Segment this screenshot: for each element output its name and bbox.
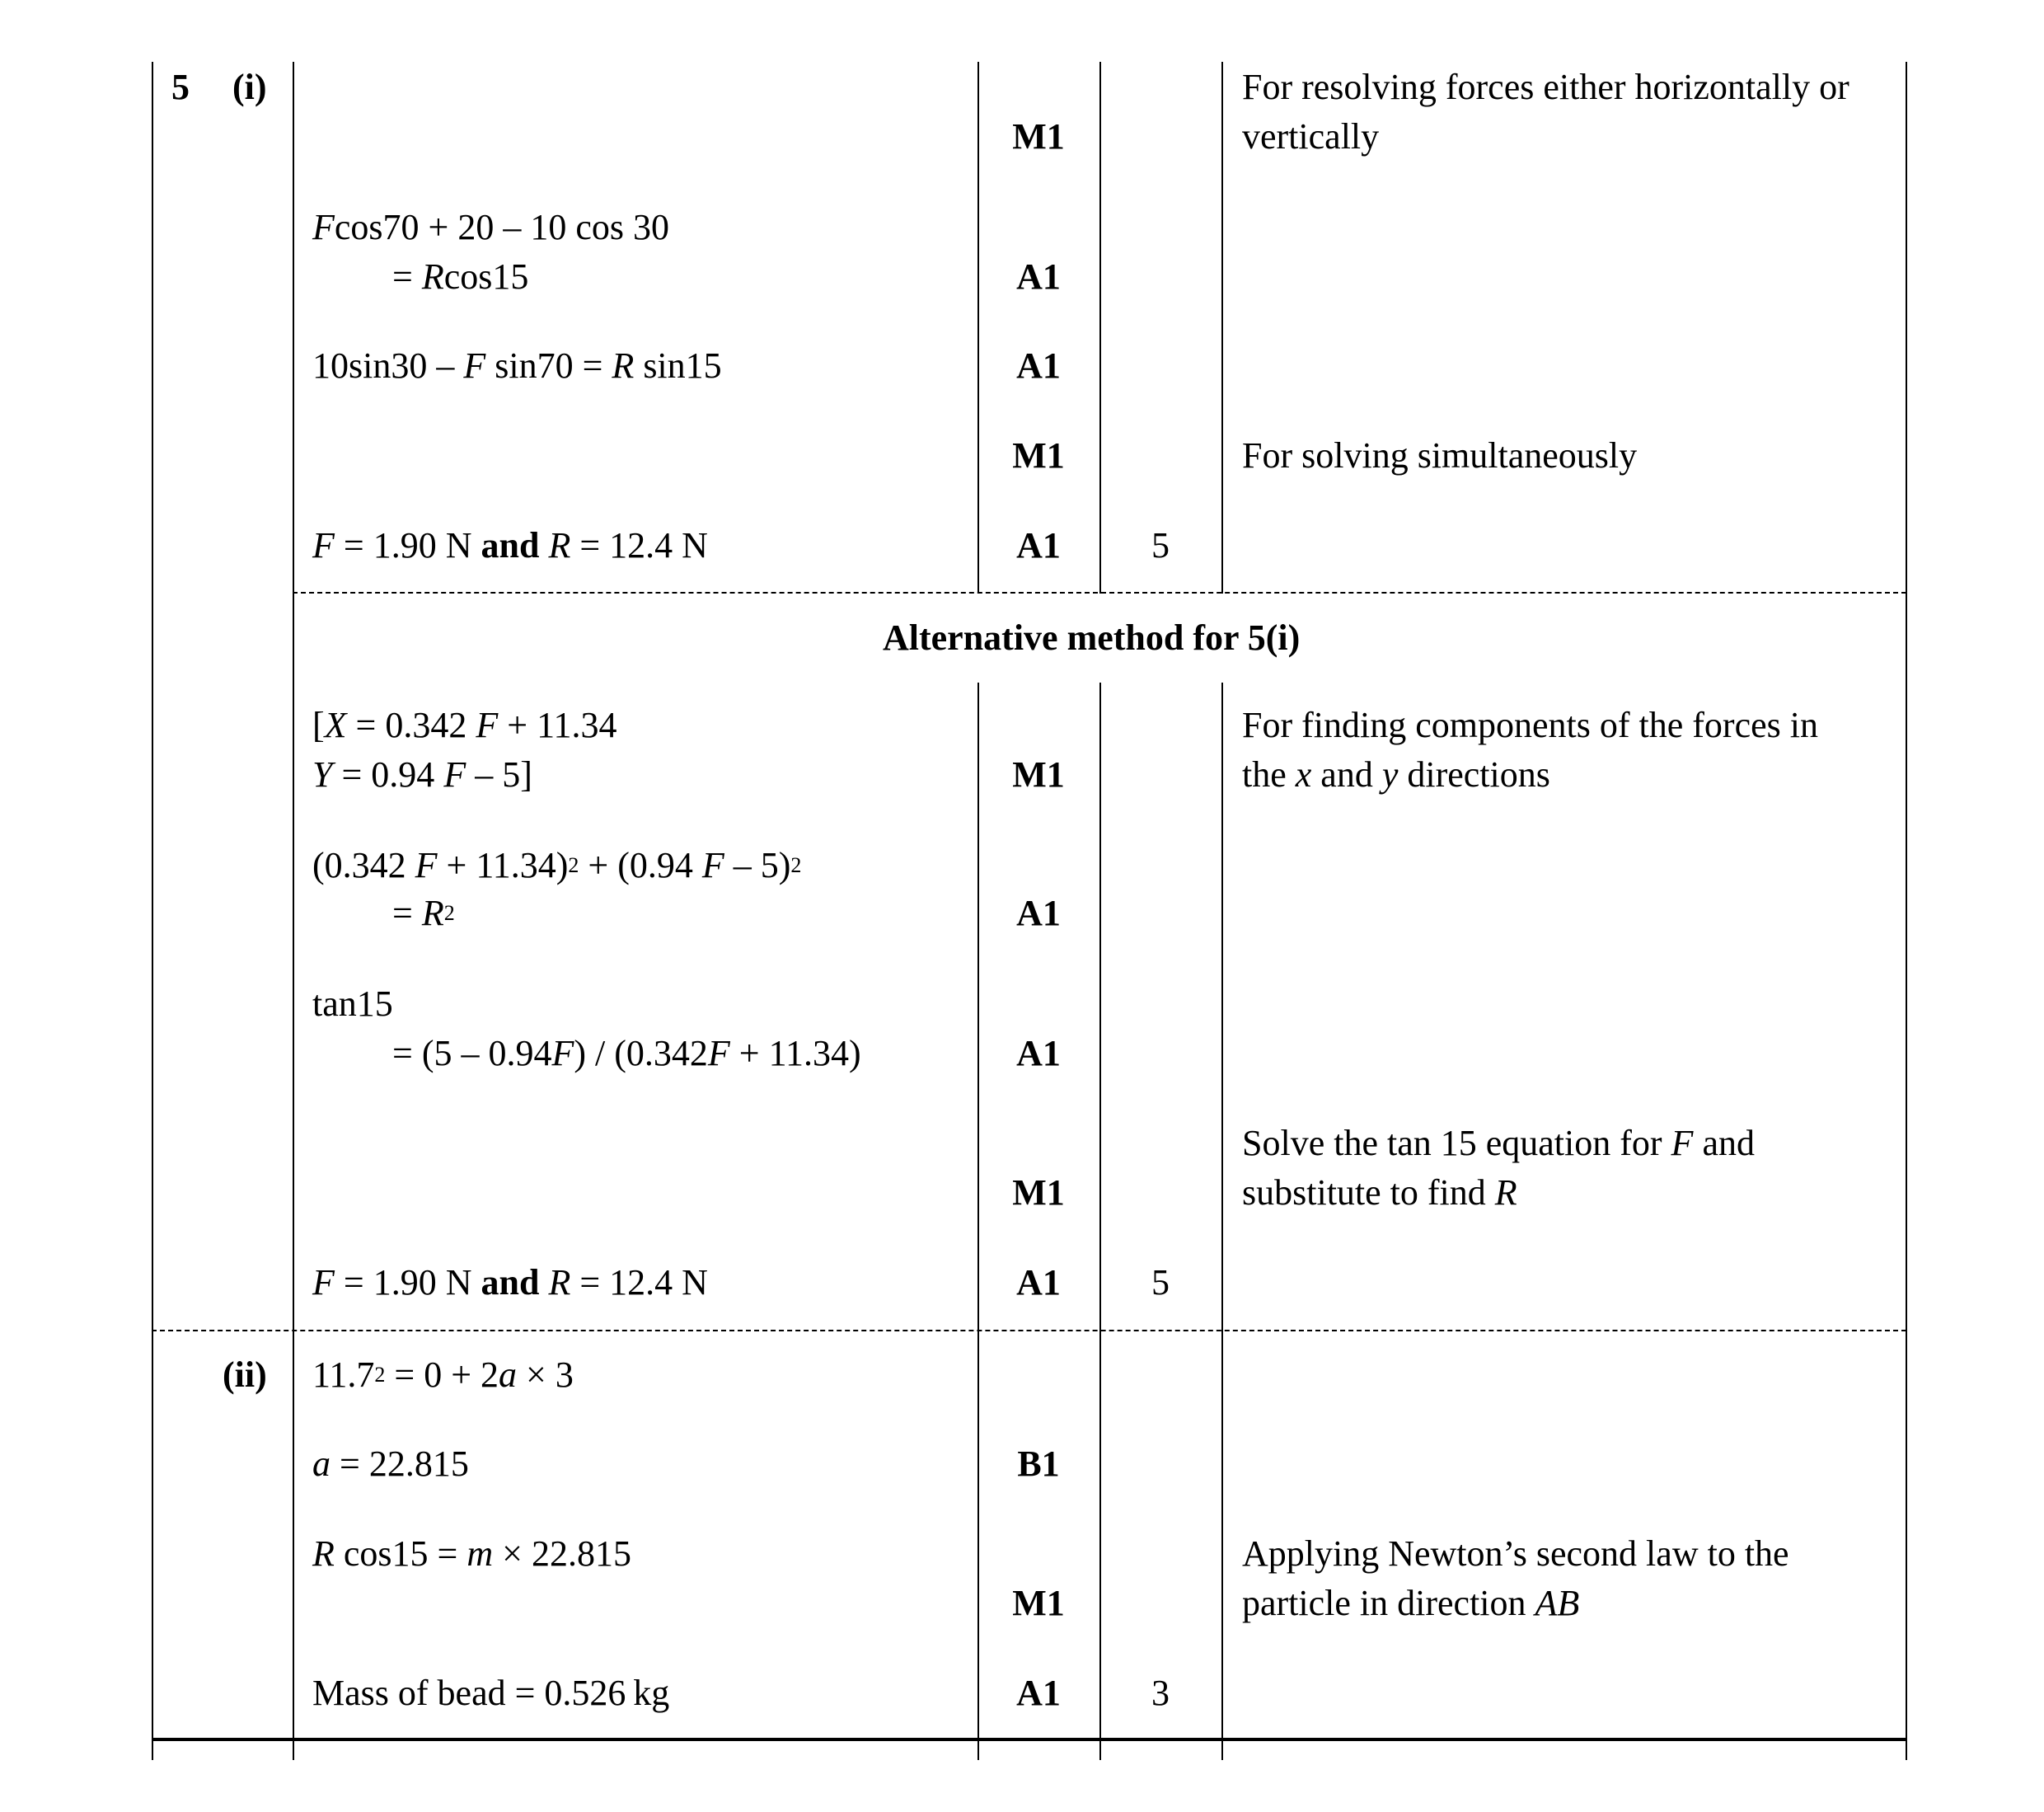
mark-a1: A1: [1016, 1033, 1061, 1073]
table-bottom-rule: [152, 1738, 1907, 1741]
mark-m1: M1: [1012, 1172, 1065, 1213]
equation-horizontal-line1: Fcos70 + 20 – 10 cos 30: [312, 207, 670, 247]
mark-m1: M1: [1012, 1583, 1065, 1623]
magnitude-equation-line1: (0.342 F + 11.34)$^2$ + (0.94 F – 5)$^2$: [312, 845, 802, 885]
guidance-components-line1: For finding components of the forces in: [1242, 705, 1818, 745]
component-y-equation: Y = 0.94 F – 5]: [312, 754, 532, 795]
tan-equation-line2: = (5 – 0.94F) / (0.342F + 11.34): [392, 1033, 861, 1073]
question-number: 5: [171, 67, 190, 107]
mark-a1: A1: [1016, 1262, 1061, 1303]
mark-a1: A1: [1016, 893, 1061, 933]
tan-equation-line1: tan15: [312, 983, 393, 1024]
acceleration-value: a = 22.815: [312, 1443, 469, 1484]
alternative-method-heading: Alternative method for 5(i): [883, 617, 1301, 658]
column-divider-part: [293, 62, 294, 1760]
guidance-newton-line1: Applying Newton’s second law to the: [1242, 1533, 1789, 1574]
column-divider-total-top: [1221, 62, 1223, 594]
guidance-solve-tan-line1: Solve the tan 15 equation for F and: [1242, 1123, 1755, 1163]
kinematics-equation: $11.7^2 = 0 + 2a \times 3$: [312, 1354, 574, 1395]
mark-m1: M1: [1012, 116, 1065, 157]
final-answer-i: F = 1.90 N and R = 12.4 N: [312, 525, 708, 566]
mark-b1: B1: [1017, 1443, 1060, 1484]
column-divider-mark-top: [1099, 62, 1101, 594]
equation-vertical: 10sin30 – F sin70 = R sin15: [312, 345, 722, 386]
guidance-resolving-line1: For resolving forces either horizontally or: [1242, 67, 1849, 107]
guidance-newton-line2: particle in direction AB: [1242, 1583, 1580, 1623]
equation-horizontal-line2: = Rcos15: [392, 256, 529, 297]
column-divider-mark-bottom: [1099, 683, 1101, 1760]
component-x-equation: [X = 0.342 F + 11.34: [312, 705, 617, 745]
final-answer-mass: Mass of bead = 0.526 kg: [312, 1673, 670, 1713]
mark-a1: A1: [1016, 1673, 1061, 1713]
final-answer-alternative: F = 1.90 N and R = 12.4 N: [312, 1262, 708, 1303]
separator-part-ii: [152, 1330, 1906, 1331]
mark-a1: A1: [1016, 345, 1061, 386]
mark-m1: M1: [1012, 754, 1065, 795]
part-label-i: (i): [232, 67, 267, 107]
magnitude-equation-line2: = $R^2$: [392, 893, 455, 933]
separator-alternative: [293, 592, 1906, 594]
mark-m1: M1: [1012, 435, 1065, 476]
guidance-components-line2: the x and y directions: [1242, 754, 1550, 795]
table-border-right: [1906, 62, 1907, 1760]
guidance-solve-tan-line2: substitute to find R: [1242, 1172, 1517, 1213]
part-label-ii: (ii): [223, 1354, 267, 1395]
newton-second-law-equation: R cos15 = m × 22.815: [312, 1533, 631, 1574]
mark-a1: A1: [1016, 256, 1061, 297]
total-marks-ii: 3: [1151, 1673, 1170, 1713]
guidance-solving: For solving simultaneously: [1242, 435, 1638, 476]
total-marks-i: 5: [1151, 525, 1170, 566]
total-marks-alternative: 5: [1151, 1262, 1170, 1303]
table-border-left: [152, 62, 153, 1760]
column-divider-total-bottom: [1221, 683, 1223, 1760]
guidance-resolving-line2: vertically: [1242, 116, 1380, 157]
mark-a1: A1: [1016, 525, 1061, 566]
